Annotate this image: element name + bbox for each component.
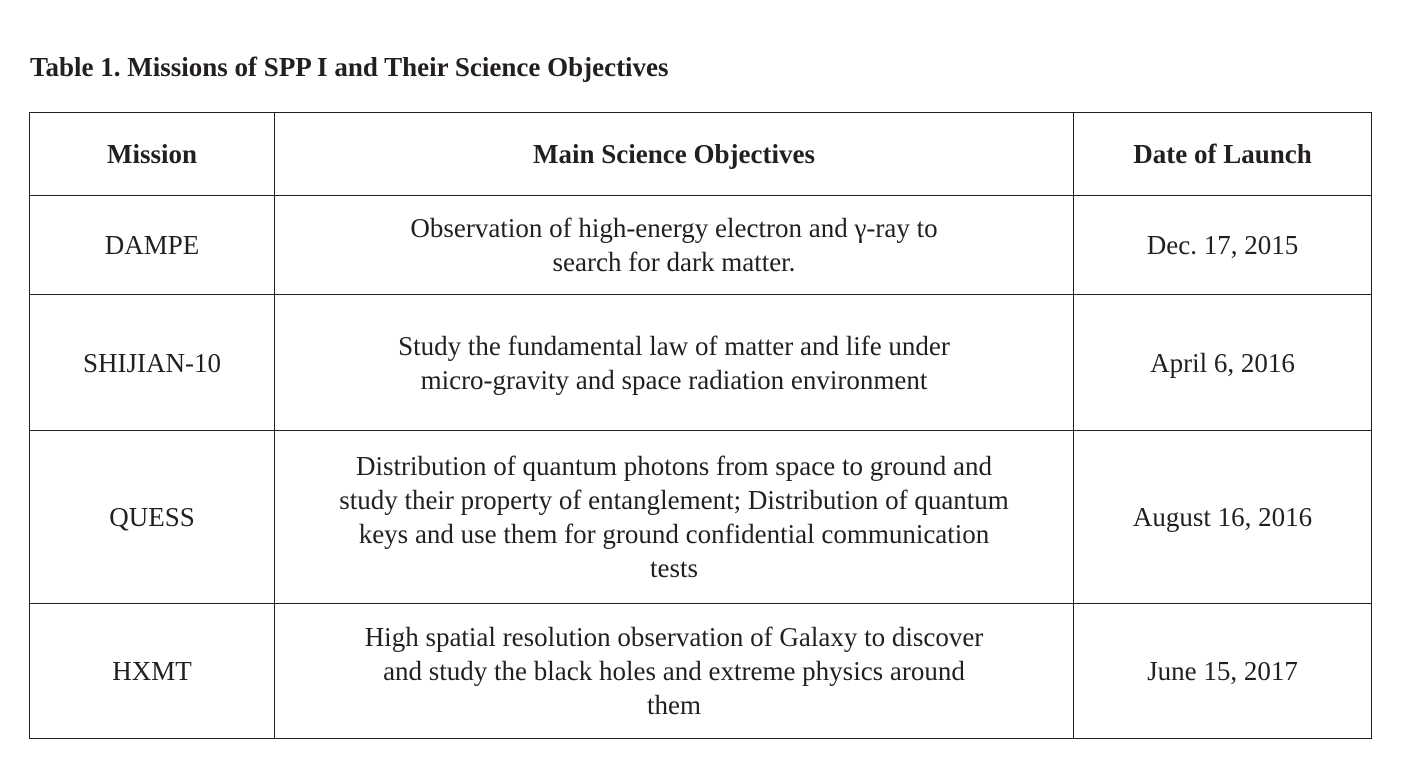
header-row	[30, 113, 1372, 196]
launch-date-cell: Dec. 17, 2015	[1074, 196, 1372, 295]
objective-cell	[275, 604, 1074, 739]
header-launch-date: Date of Launch	[1074, 113, 1372, 196]
table-row	[30, 604, 1372, 739]
objective-cell	[275, 295, 1074, 431]
table-row	[30, 196, 1372, 295]
objective-text: Study the fundamental law of matter and life under micro-gravity and space radiation environment	[398, 330, 950, 395]
mission-cell: DAMPE	[30, 196, 275, 295]
mission-cell: SHIJIAN-10	[30, 295, 275, 431]
launch-date-cell: June 15, 2017	[1074, 604, 1372, 739]
objective-text: High spatial resolution observation of Galaxy to discover and study the black holes and extreme physics around them	[364, 622, 984, 720]
header-objectives: Main Science Objectives	[275, 113, 1074, 196]
mission-cell: HXMT	[30, 604, 275, 739]
launch-date-cell: April 6, 2016	[1074, 295, 1372, 431]
missions-table	[29, 112, 1372, 739]
mission-cell: QUESS	[30, 431, 275, 604]
header-mission: Mission	[30, 113, 275, 196]
objective-cell	[275, 196, 1074, 295]
objective-text: Distribution of quantum photons from space to ground and study their property of entanglement; Distribution of quantum keys and use them for ground confidential communication tests	[339, 451, 1009, 583]
table-caption: Table 1. Missions of SPP I and Their Science Objectives	[30, 52, 669, 82]
objective-text: Observation of high-energy electron and γ-ray to search for dark matter.	[410, 213, 938, 277]
launch-date-cell: August 16, 2016	[1074, 431, 1372, 604]
objective-cell	[275, 431, 1074, 604]
table-row	[30, 295, 1372, 431]
table-row	[30, 431, 1372, 604]
